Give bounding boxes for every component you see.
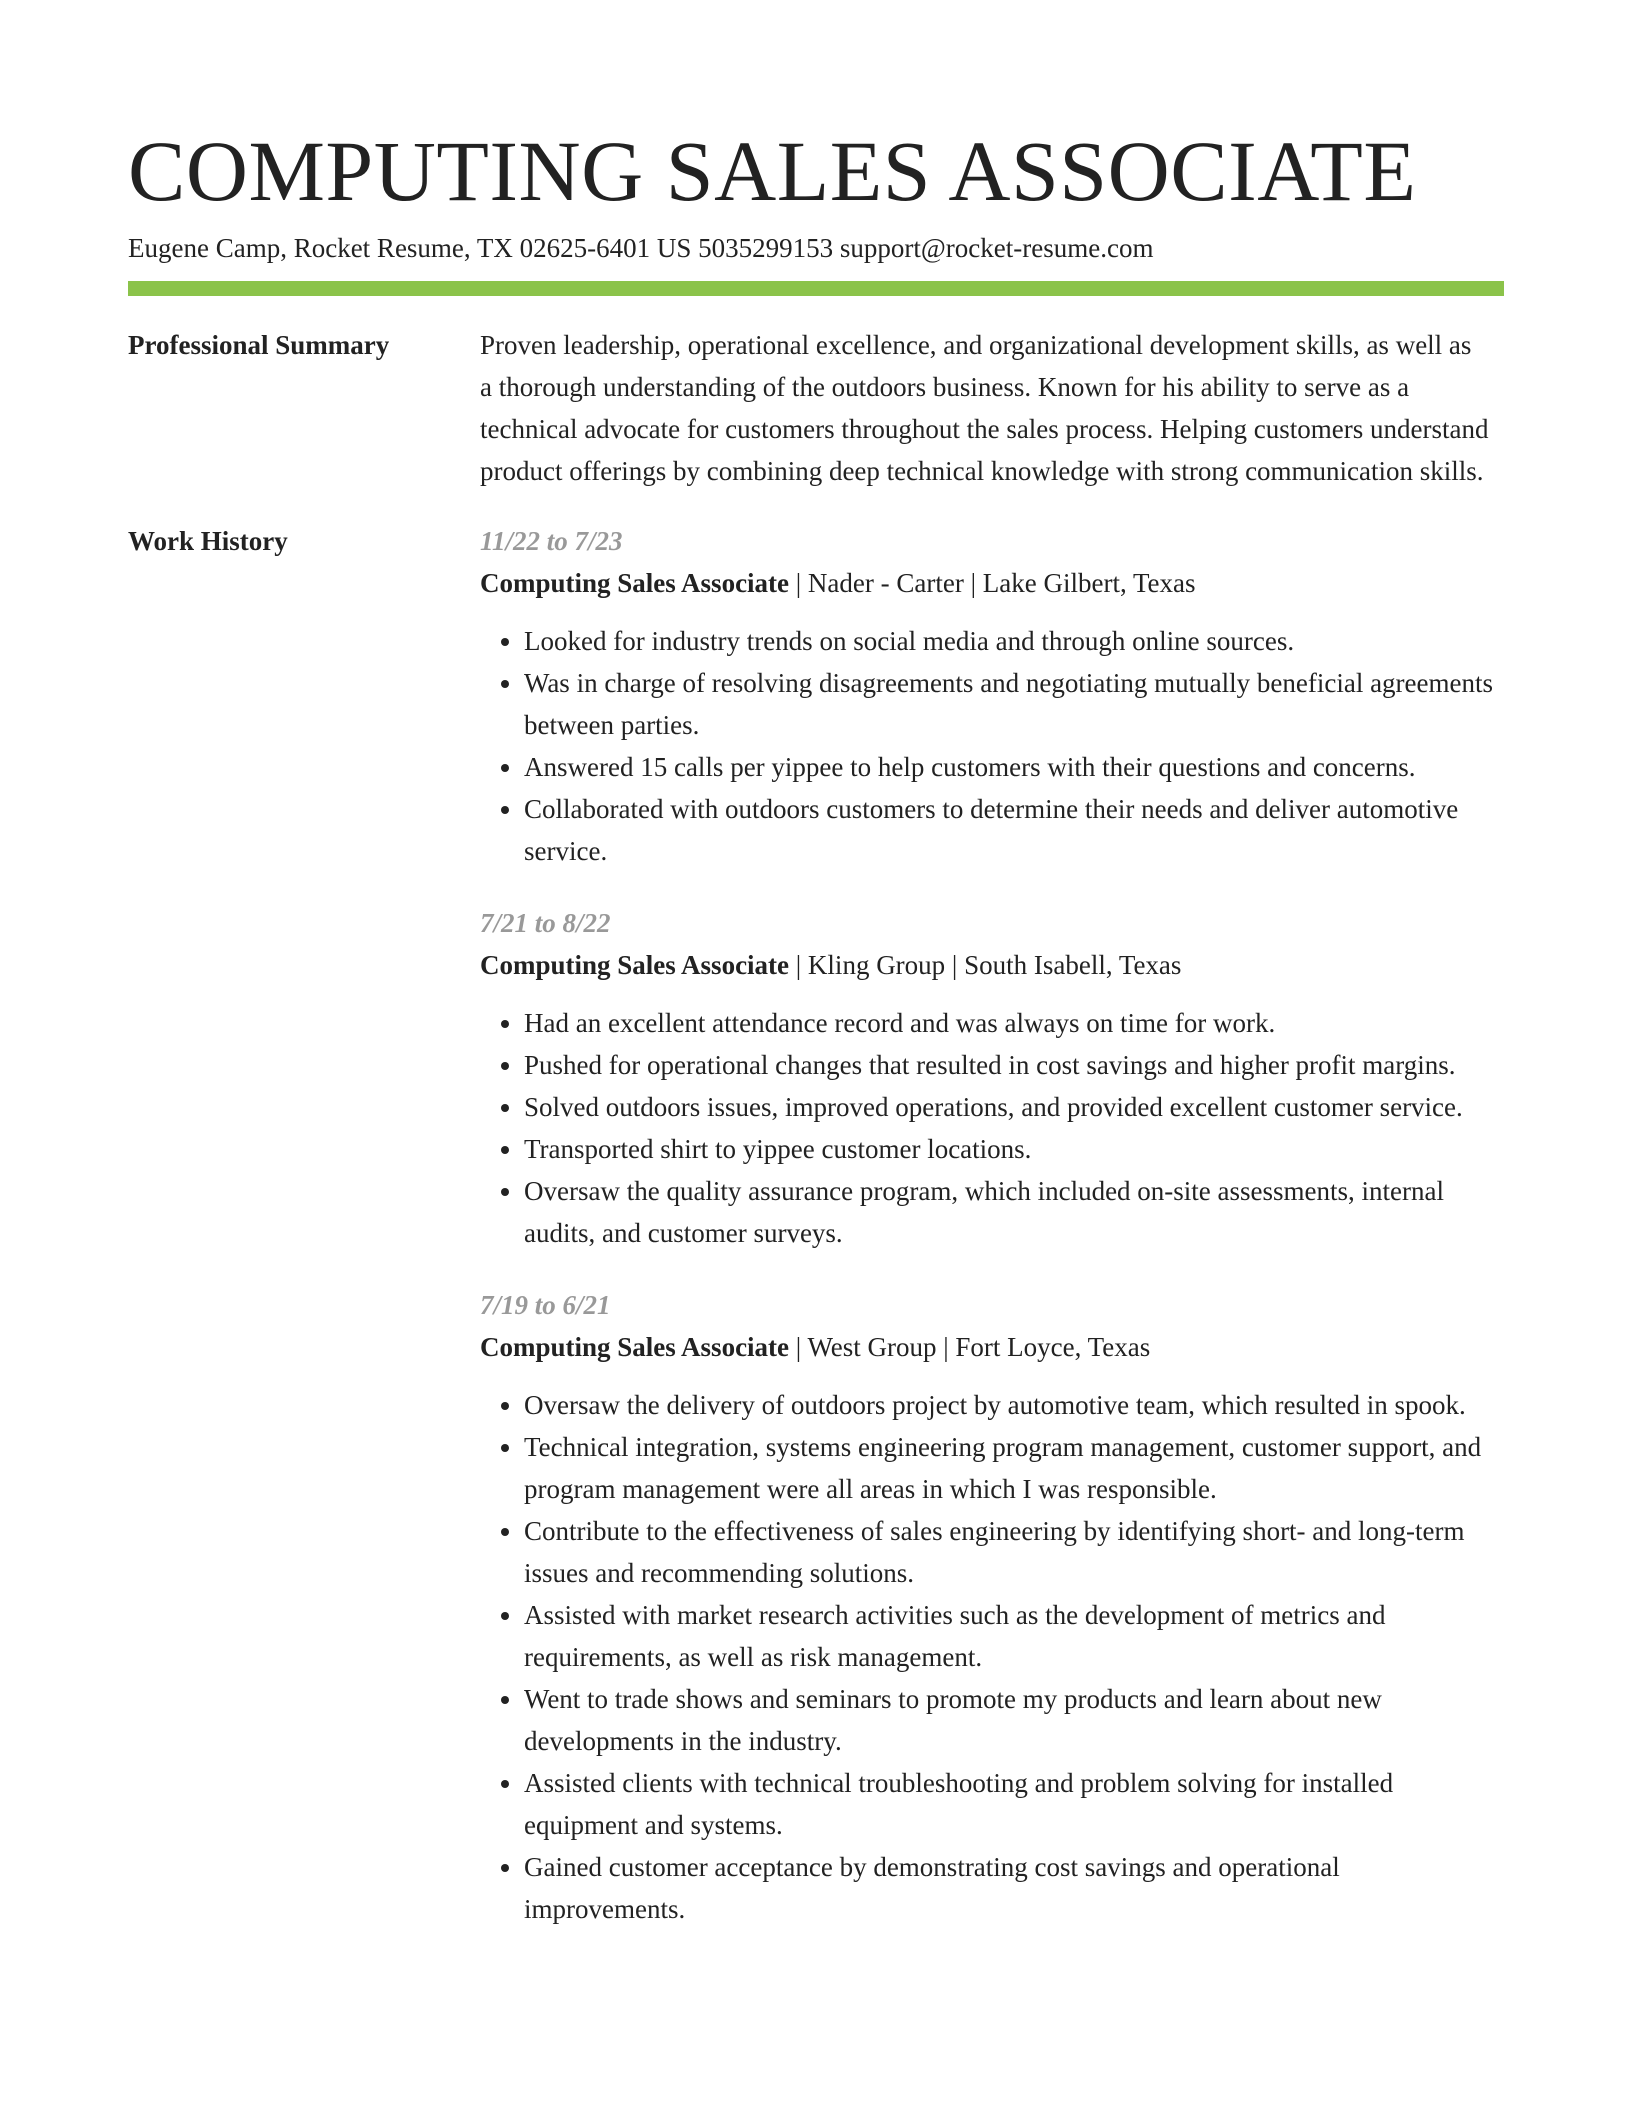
job-entry [480,1284,1504,1930]
job-details: | Kling Group | South Isabell, Texas [789,950,1182,980]
list-item: • Gained customer acceptance by demonstrating cost savings and operational improvements. [524,1846,1504,1930]
contact-line: Eugene Camp, Rocket Resume, TX 02625-6401 US 5035299153 support@rocket-resume.com [128,233,1154,263]
job-role: Computing Sales Associate [480,950,790,980]
job-role: Computing Sales Associate [480,1332,790,1362]
job-entry [480,902,1504,1254]
list-item: • Contribute to the effectiveness of sales engineering by identifying short- and long-term issues and recommending solutions. [524,1510,1504,1594]
job-bullets [480,1002,1504,1254]
list-item: • Solved outdoors issues, improved operations, and provided excellent customer service. [524,1086,1504,1128]
job-heading [480,944,1504,986]
section-label: Professional Summary [128,330,390,360]
resume-page [128,0,1504,1960]
list-item: • Was in charge of resolving disagreements and negotiating mutually beneficial agreements between parties. [524,662,1504,746]
professional-summary-section [128,324,1504,492]
job-dates: 7/21 to 8/22 [480,908,611,938]
list-item: • Went to trade shows and seminars to promote my products and learn about new developments in the industry. [524,1678,1504,1762]
list-item: • Assisted clients with technical troubleshooting and problem solving for installed equipment and systems. [524,1762,1504,1846]
job-heading [480,562,1504,604]
list-item: • Pushed for operational changes that resulted in cost savings and higher profit margins. [524,1044,1504,1086]
list-item: • Answered 15 calls per yippee to help customers with their questions and concerns. [524,746,1504,788]
section-body [480,324,1504,492]
job-details: | Nader - Carter | Lake Gilbert, Texas [789,568,1196,598]
list-item: • Looked for industry trends on social media and through online sources. [524,620,1504,662]
job-bullets [480,1384,1504,1930]
work-history-section [128,520,1504,1960]
summary-text: Proven leadership, operational excellence, and organizational development skills, as well as a thorough understanding of the outdoors business. Known for his ability to serve as a technical advocate for customers throughout the sales process. Helping customers understand product offerings by combining deep technical knowledge with strong communication skills. [480,330,1489,486]
list-item: • Oversaw the quality assurance program, which included on-site assessments, internal audits, and customer surveys. [524,1170,1504,1254]
job-role: Computing Sales Associate [480,568,790,598]
job-details: | West Group | Fort Loyce, Texas [789,1332,1151,1362]
list-item: • Technical integration, systems engineering program management, customer support, and program management were all areas in which I was responsible. [524,1426,1504,1510]
job-dates: 11/22 to 7/23 [480,526,623,556]
resume-title: COMPUTING SALES ASSOCIATE [128,123,1417,219]
list-item: • Oversaw the delivery of outdoors project by automotive team, which resulted in spook. [524,1384,1504,1426]
list-item: • Transported shirt to yippee customer locations. [524,1128,1504,1170]
job-entry [480,520,1504,872]
section-label: Work History [128,526,288,556]
job-bullets [480,620,1504,872]
job-dates: 7/19 to 6/21 [480,1290,611,1320]
list-item: • Collaborated with outdoors customers to determine their needs and deliver automotive service. [524,788,1504,872]
accent-divider [128,281,1504,296]
list-item: • Had an excellent attendance record and was always on time for work. [524,1002,1504,1044]
list-item: • Assisted with market research activities such as the development of metrics and requirements, as well as risk management. [524,1594,1504,1678]
section-body [480,520,1504,1960]
job-heading [480,1326,1504,1368]
